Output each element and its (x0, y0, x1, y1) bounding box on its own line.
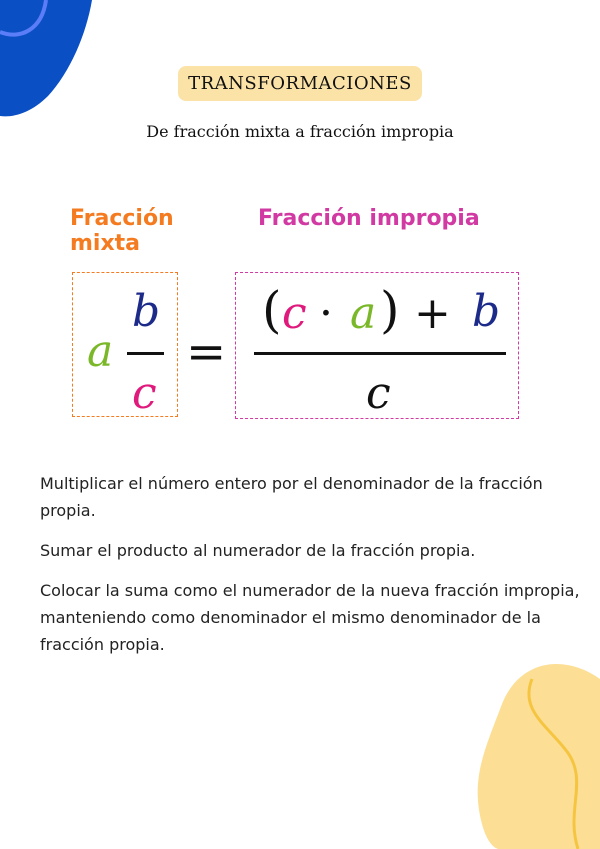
multiply-dot: · (319, 288, 333, 339)
equals-sign: = (186, 324, 227, 380)
improper-b: b (472, 286, 501, 337)
decorative-blob-bottom-right (470, 649, 600, 849)
improper-c: c (282, 288, 307, 339)
plus-sign: + (414, 288, 451, 339)
page-subtitle: De fracción mixta a fracción impropia (146, 122, 454, 141)
step-1: Multiplicar el número entero por el denominador de la fracción propia. (40, 474, 543, 520)
mixed-fraction-bar (127, 352, 164, 355)
close-paren: ) (380, 281, 400, 339)
decorative-blob-top-left (0, 0, 110, 120)
improper-a: a (350, 288, 377, 339)
label-improper-fraction: Fracción impropia (258, 206, 480, 231)
mixed-numerator-b: b (132, 286, 161, 337)
open-paren: ( (262, 281, 282, 339)
step-2: Sumar el producto al numerador de la fracción propia. (40, 541, 476, 560)
mixed-denominator-c: c (132, 368, 157, 419)
label-mixed-fraction: Fracción mixta (70, 206, 174, 256)
steps-list (40, 470, 595, 671)
page-title: TRANSFORMACIONES (178, 66, 422, 101)
step-3: Colocar la suma como el numerador de la nueva fracción impropia, manteniendo como denominador el mismo denominador de la fracción propia. (40, 581, 580, 654)
mixed-whole-a: a (87, 326, 114, 377)
improper-denominator-c: c (366, 368, 391, 419)
improper-fraction-bar (254, 352, 506, 355)
